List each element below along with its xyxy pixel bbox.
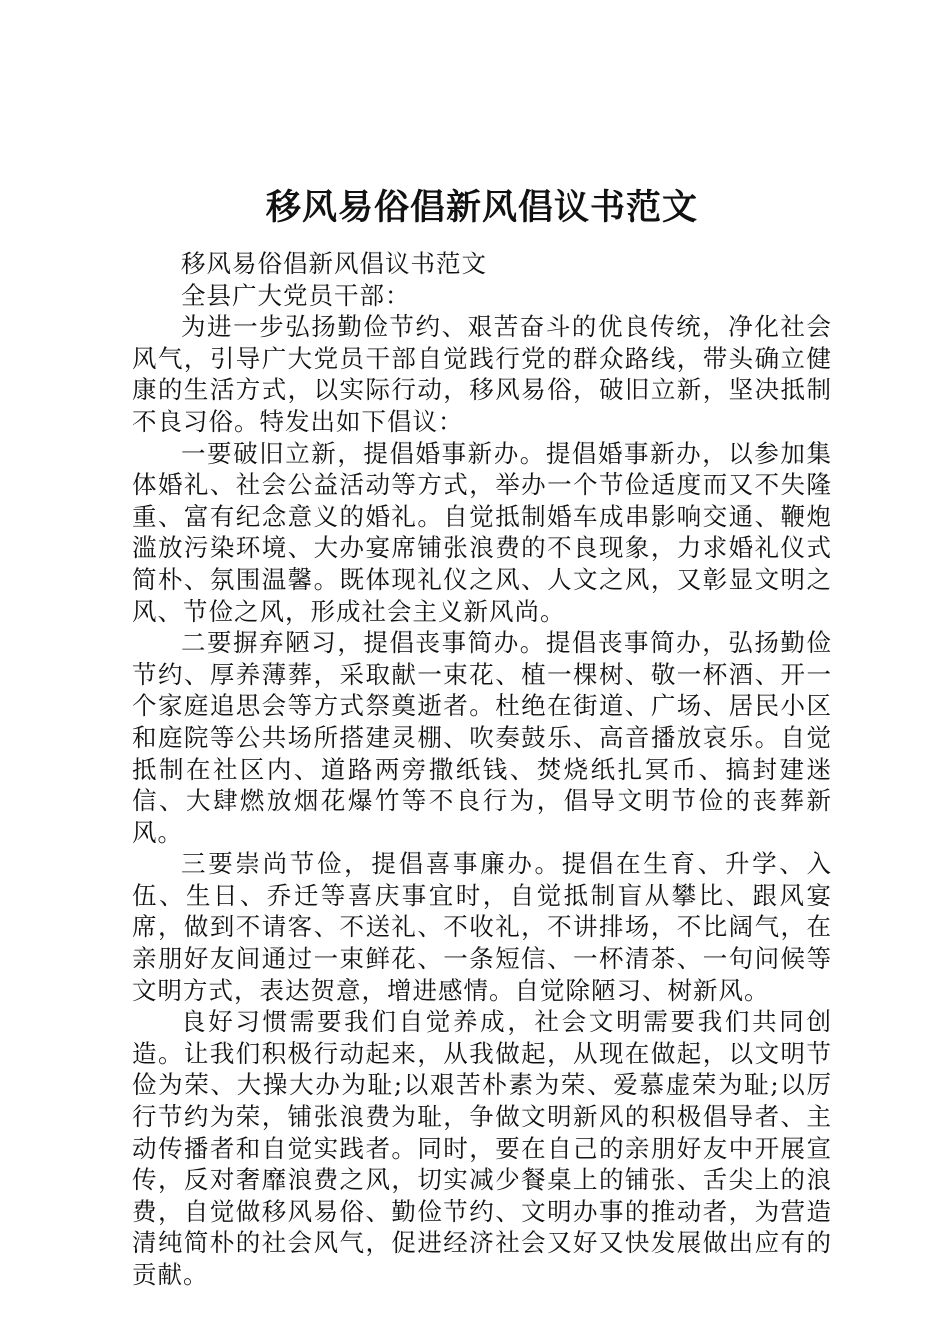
salutation-paragraph: 全县广大党员干部： [181, 280, 411, 310]
document-body [132, 248, 832, 1291]
document-title: 移风易俗倡新风倡议书范文 [265, 187, 698, 228]
document-page [132, 182, 832, 1291]
intro-paragraph: 为进一步弘扬勤俭节约、艰苦奋斗的优良传统，净化社会风气，引导广大党员干部自觉践行党的群众路线，带头确立健康的生活方式，以实际行动，移风易俗，破旧立新，坚决抵制不良习俗。特发出如下倡议： [132, 312, 832, 436]
subtitle-paragraph: 移风易俗倡新风倡议书范文 [181, 249, 487, 278]
celebration-paragraph: 三要崇尚节俭，提倡喜事廉办。提倡在生育、升学、入伍、生日、乔迁等喜庆事宜时，自觉抵制盲从攀比、跟风宴席，做到不请客、不送礼、不收礼，不讲排场，不比阔气，在亲朋好友间通过一束鲜花、一条短信、一杯清茶、一句问候等文明方式，表达贺意，增进感情。自觉除陋习、树新风。 [132, 849, 832, 1005]
funeral-paragraph: 二要摒弃陋习，提倡丧事简办。提倡丧事简办，弘扬勤俭节约、厚养薄葬，采取献一束花、植一棵树、敬一杯酒、开一个家庭追思会等方式祭奠逝者。杜绝在街道、广场、居民小区和庭院等公共场所搭建灵棚、吹奏鼓乐、高音播放哀乐。自觉抵制在社区内、道路两旁撒纸钱、焚烧纸扎冥币、搞封建迷信、大肆燃放烟花爆竹等不良行为，倡导文明节俭的丧葬新风。 [132, 628, 832, 847]
wedding-paragraph: 一要破旧立新，提倡婚事新办。提倡婚事新办，以参加集体婚礼、社会公益活动等方式，举办一个节俭适度而又不失隆重、富有纪念意义的婚礼。自觉抵制婚车成串影响交通、鞭炮滥放污染环境、大办宴席铺张浪费的不良现象，力求婚礼仪式简朴、氛围温馨。既体现礼仪之风、人文之风，又彰显文明之风、节俭之风，形成社会主义新风尚。 [132, 438, 832, 626]
closing-paragraph: 良好习惯需要我们自觉养成，社会文明需要我们共同创造。让我们积极行动起来，从我做起，从现在做起，以文明节俭为荣、大操大办为耻;以艰苦朴素为荣、爱慕虚荣为耻;以厉行节约为荣，铺张浪费为耻，争做文明新风的积极倡导者、主动传播者和自觉实践者。同时，要在自己的亲朋好友中开展宣传，反对奢靡浪费之风，切实减少餐桌上的铺张、舌尖上的浪费，自觉做移风易俗、勤俭节约、文明办事的推动者，为营造清纯简朴的社会风气，促进经济社会又好又快发展做出应有的贡献。 [132, 1007, 832, 1289]
